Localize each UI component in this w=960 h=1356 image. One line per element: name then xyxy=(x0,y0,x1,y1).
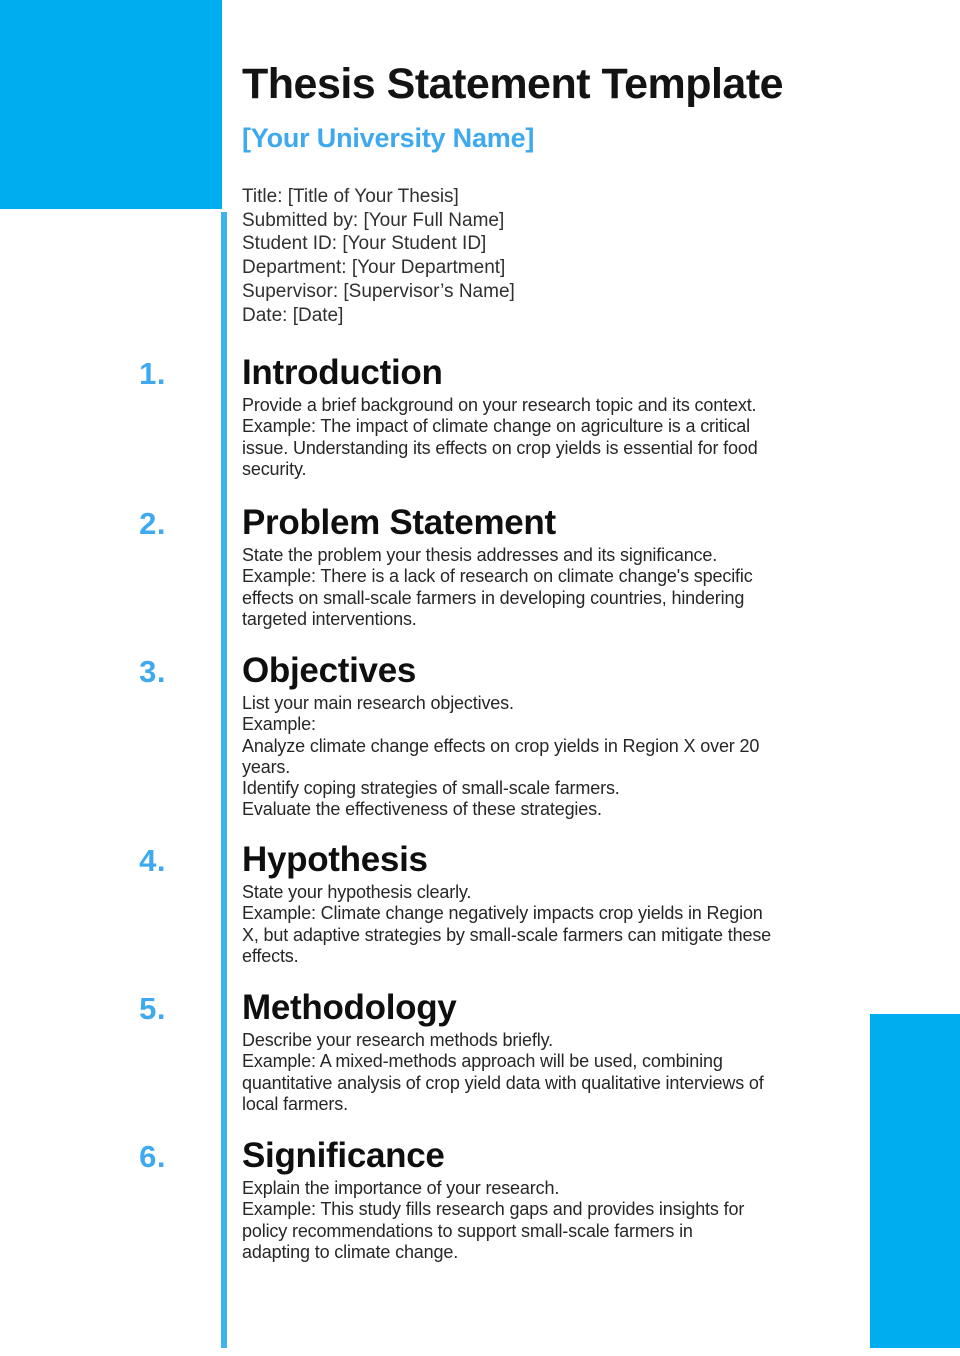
section-head xyxy=(0,1135,900,1178)
meta-line: Supervisor: [Supervisor’s Name] xyxy=(242,280,515,302)
body-line: local farmers. xyxy=(242,1093,348,1114)
body-line: years. xyxy=(242,756,291,777)
university-name-subtitle: [Your University Name] xyxy=(242,123,535,153)
body-line: State your hypothesis clearly. xyxy=(242,882,472,902)
section-heading: Hypothesis xyxy=(242,840,428,879)
section-number: 2. xyxy=(139,506,166,541)
section-number: 1. xyxy=(139,356,166,391)
body-line: Evaluate the effectiveness of these strategies. xyxy=(242,799,602,820)
meta-line: Submitted by: [Your Full Name] xyxy=(242,209,505,231)
body-line: Provide a brief background on your research topic and its context. xyxy=(242,395,757,415)
section-heading: Significance xyxy=(242,1136,445,1175)
body-line: Example: This study fills research gaps and provides insights for xyxy=(242,1199,745,1220)
section-number: 4. xyxy=(139,843,166,878)
body-line: policy recommendations to support small-scale farmers in xyxy=(242,1220,693,1241)
section-problem-statement xyxy=(0,502,900,630)
section-heading: Introduction xyxy=(242,353,443,392)
section-head xyxy=(0,650,900,693)
body-line: Example: The impact of climate change on agriculture is a critical xyxy=(242,416,751,437)
body-line: Example: There is a lack of research on climate change's specific xyxy=(242,566,753,587)
section-methodology xyxy=(0,987,900,1115)
body-line: Identify coping strategies of small-scale farmers. xyxy=(242,778,620,799)
section-body xyxy=(242,882,882,967)
section-introduction xyxy=(0,352,900,480)
section-heading: Objectives xyxy=(242,651,417,690)
page-title: Thesis Statement Template xyxy=(242,60,784,108)
body-line: quantitative analysis of crop yield data with qualitative interviews of xyxy=(242,1072,764,1093)
body-line: Analyze climate change effects on crop yields in Region X over 20 xyxy=(242,735,760,756)
section-head xyxy=(0,839,900,882)
body-line: adapting to climate change. xyxy=(242,1241,459,1262)
section-number: 5. xyxy=(139,991,166,1026)
section-body xyxy=(242,1030,882,1115)
body-line: List your main research objectives. xyxy=(242,693,514,713)
section-body xyxy=(242,395,882,480)
body-line: issue. Understanding its effects on crop yields is essential for food xyxy=(242,437,758,458)
section-head xyxy=(0,987,900,1030)
section-body xyxy=(242,1178,882,1263)
section-body xyxy=(242,693,882,821)
section-head xyxy=(0,352,900,395)
meta-line: Student ID: [Your Student ID] xyxy=(242,233,487,255)
meta-line: Department: [Your Department] xyxy=(242,257,506,279)
meta-line: Date: [Date] xyxy=(242,304,344,326)
body-line: targeted interventions. xyxy=(242,608,417,629)
section-heading: Methodology xyxy=(242,988,457,1027)
body-line: security. xyxy=(242,458,307,479)
body-line: Example: Climate change negatively impacts crop yields in Region xyxy=(242,903,763,924)
body-line: Example: A mixed-methods approach will be used, combining xyxy=(242,1051,723,1072)
body-line: effects. xyxy=(242,945,299,966)
section-hypothesis xyxy=(0,839,900,967)
section-number: 6. xyxy=(139,1139,166,1174)
section-head xyxy=(0,502,900,545)
thesis-meta-block xyxy=(242,185,515,327)
section-objectives xyxy=(0,650,900,821)
section-number: 3. xyxy=(139,654,166,689)
meta-line: Title: [Title of Your Thesis] xyxy=(242,186,459,207)
section-body xyxy=(242,545,882,630)
corner-accent-square xyxy=(0,0,222,209)
section-significance xyxy=(0,1135,900,1263)
body-line: State the problem your thesis addresses and its significance. xyxy=(242,545,718,565)
body-line: X, but adaptive strategies by small-scale farmers can mitigate these xyxy=(242,924,772,945)
section-heading: Problem Statement xyxy=(242,503,556,542)
body-line: effects on small-scale farmers in developing countries, hindering xyxy=(242,587,745,608)
body-line: Explain the importance of your research. xyxy=(242,1178,560,1198)
body-line: Example: xyxy=(242,714,316,735)
body-line: Describe your research methods briefly. xyxy=(242,1030,553,1050)
